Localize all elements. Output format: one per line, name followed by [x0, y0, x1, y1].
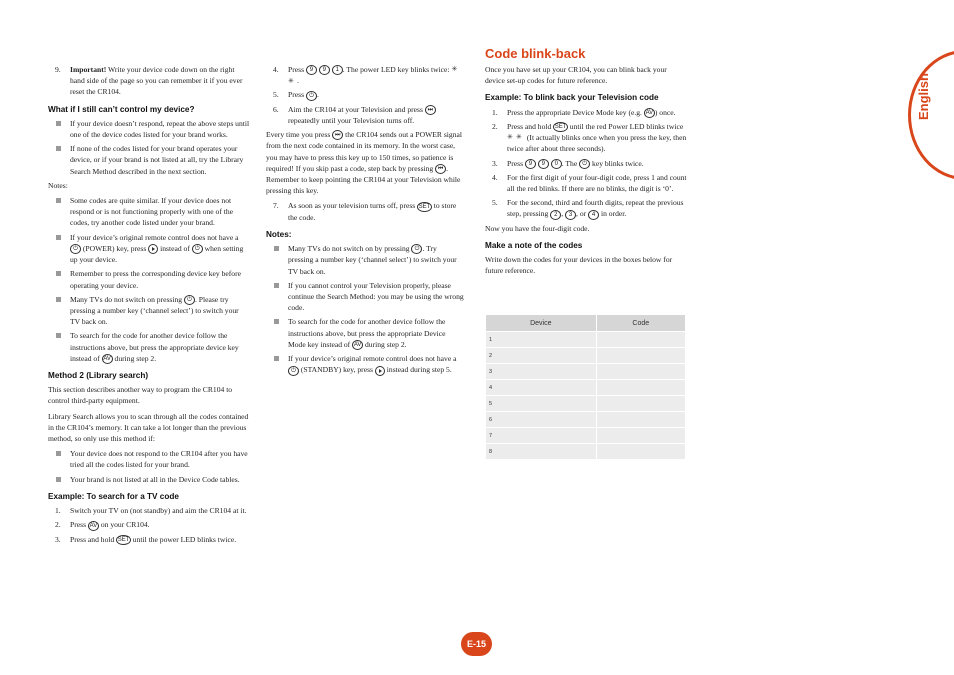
row-number: 2 [486, 347, 597, 363]
av-key-icon: AV [103, 356, 111, 363]
note-text: (POWER) key, press [81, 243, 149, 253]
code-cell [597, 427, 686, 443]
step-number: 9. [55, 65, 61, 74]
bullet-icon [56, 451, 61, 456]
step-4 [485, 172, 687, 194]
heading-method-2: Method 2 (Library search) [48, 371, 149, 381]
paragraph: This section describes another way to program the CR104 to control third-party equipment. [48, 385, 233, 406]
set-key-icon: SET [554, 124, 567, 131]
note-text: If your device’s original remote control does not have a [70, 232, 239, 242]
step-text: until the power LED blinks twice. [130, 534, 237, 544]
note-text: Some codes are quite similar. If your device does not respond or is not functioning properly with one of the codes, try another code listed under your brand. [70, 196, 234, 228]
condition-text: Your brand is not listed at all in the Device Code tables. [70, 474, 240, 484]
row-number: 6 [486, 411, 597, 427]
key-0-icon: 0 [551, 159, 562, 169]
important-label: Important! [70, 65, 107, 74]
skip-forward-icon: ⏭ [425, 105, 436, 115]
key-2-icon: 2 [550, 210, 561, 220]
step-number: 4. [273, 65, 279, 74]
heading-example-search: Example: To search for a TV code [48, 491, 179, 501]
code-cell [597, 443, 686, 459]
table-row [486, 411, 686, 427]
paragraph: Now you have the four-digit code. [485, 223, 590, 233]
play-icon [375, 366, 385, 376]
step-number: 6. [273, 104, 279, 114]
bullet-icon [56, 235, 61, 240]
step-7 [266, 200, 464, 222]
bullet [48, 143, 250, 177]
note [48, 232, 250, 266]
code-cell [597, 331, 686, 347]
set-key-icon: SET [117, 536, 130, 543]
row-number: 8 [486, 443, 597, 459]
note-text: during step 2. [112, 353, 157, 363]
code-cell [597, 379, 686, 395]
key-9-icon: 9 [319, 65, 330, 75]
power-icon: ⏻ [192, 244, 203, 254]
table-row [486, 427, 686, 443]
step-number: 1. [55, 506, 61, 516]
code-cell [597, 411, 686, 427]
blink-icon [507, 134, 516, 142]
bullet-icon [274, 356, 279, 361]
heading-fail: What if I still can’t control my device? [48, 104, 195, 114]
notes-label: Notes: [48, 180, 68, 190]
step-number: 5. [492, 198, 498, 208]
step-3 [48, 534, 250, 545]
step-text: key blinks twice. [590, 158, 644, 168]
step-1 [48, 505, 250, 516]
step-9 [48, 64, 250, 98]
step-4: 4. Press 9 9 1 . The power LED key blinks twice: ✳✳. [266, 64, 464, 86]
key-9-icon: 9 [538, 159, 549, 169]
table-row [486, 443, 686, 459]
device-column-header: Device [486, 315, 597, 331]
step-text: , or [576, 209, 589, 219]
bullet-icon [56, 297, 61, 302]
bullet-icon [56, 271, 61, 276]
bullet-icon [56, 121, 61, 126]
bullet-icon [56, 333, 61, 338]
key-9-icon: 9 [525, 159, 536, 169]
av-key-icon: AV [645, 109, 654, 116]
step-text: to store the code. [288, 201, 457, 222]
table-row [486, 395, 686, 411]
right-column [485, 64, 687, 280]
play-icon [148, 244, 158, 254]
key-4-icon: 4 [588, 210, 599, 220]
note [48, 195, 250, 229]
step-6 [266, 104, 464, 126]
step-2 [485, 121, 687, 155]
language-tab-arc [908, 50, 954, 180]
bullet-icon [56, 146, 61, 151]
power-icon: ⏻ [306, 91, 317, 101]
left-column [48, 64, 250, 548]
key-1-icon: 1 [332, 65, 343, 75]
note [266, 353, 464, 375]
note-text: (STANDBY) key, press [299, 365, 375, 375]
note [266, 243, 464, 277]
language-label: English [916, 73, 931, 120]
condition-text: Your device does not respond to the CR104 after you have tried all the codes listed for your brand. [70, 449, 248, 470]
av-key-icon: AV [353, 342, 362, 349]
note-text: Many TVs do not switch on by pressing [288, 244, 412, 254]
blink-icon [288, 78, 297, 86]
heading-note-codes: Make a note of the codes [485, 240, 583, 250]
note-text: To search for the code for another device follow the instructions above, but press the appropriate device key instead of [70, 331, 239, 363]
note [48, 330, 250, 364]
code-cell [597, 363, 686, 379]
notes-heading: Notes: [266, 229, 292, 239]
step-number: 3. [55, 534, 61, 544]
bullet-text: If your device doesn’t respond, repeat the above steps until one of the device codes listed for your brand works. [70, 118, 250, 140]
step-5: 5. For the second, third and fourth digits, repeat the previous step, pressing 2 , 3 , or 4 in order. [492, 198, 684, 219]
section-title: Code blink-back [485, 46, 586, 61]
step-text: Write your device code down on the right hand side of the page so you can remember it if you ever reset the CR104. [70, 65, 243, 97]
code-column-header: Code [597, 315, 686, 331]
note-text: . Please try pressing a number key (‘channel select’) to switch your TV back on. [70, 294, 239, 327]
paragraph: Write down the codes for your devices in the boxes below for future reference. [485, 255, 673, 276]
step-number: 1. [492, 107, 498, 117]
code-cell [597, 347, 686, 363]
power-icon: ⏻ [70, 244, 81, 254]
step-text: Switch your TV on (not standby) and aim the CR104 at it. [70, 506, 247, 516]
bullet-icon [56, 477, 61, 482]
bullet-icon [274, 246, 279, 251]
paragraph: Once you have set up your CR104, you can blink back your device set-up codes for future reference. [485, 65, 667, 86]
note [266, 316, 464, 350]
power-icon: ⏻ [184, 295, 195, 305]
step-3 [485, 158, 687, 169]
step-text: . The power LED key blinks twice: [342, 65, 452, 74]
step-1 [485, 107, 687, 118]
key-3-icon: 3 [565, 210, 576, 220]
note-text: If your device’s original remote control does not have a [288, 354, 457, 364]
code-table [486, 315, 686, 459]
step-text: . The [561, 158, 580, 168]
step-number: 2. [55, 520, 61, 530]
text: . Remember to keep pointing the CR104 at your Television while pressing this key. [266, 163, 461, 196]
step-number: 3. [492, 158, 498, 168]
note-text: during step 2. [363, 339, 407, 349]
code-cell [597, 395, 686, 411]
table-row [486, 363, 686, 379]
page-number: E-15 [461, 632, 492, 656]
step-text: in order. [599, 209, 627, 219]
table-row [486, 379, 686, 395]
step-number: 5. [273, 90, 279, 100]
note-text: Many TVs do not switch on pressing [70, 294, 184, 304]
step-text: (It actually blinks once when you press the key, then twice after about three seconds). [507, 133, 687, 154]
text: Every time you press [266, 130, 333, 140]
paragraph: Library Search allows you to scan through all the codes contained in the CR104’s memory. It can take a lot longer than the previous method, so only use this method if: [48, 411, 249, 444]
bullet-icon [274, 283, 279, 288]
note [48, 268, 250, 290]
row-number: 7 [486, 427, 597, 443]
heading-example-blink: Example: To blink back your Television code [485, 93, 659, 103]
set-key-icon: SET [418, 203, 431, 210]
note-text: instead of [158, 243, 192, 253]
note-text: instead during step 5. [384, 365, 452, 375]
power-icon: ⏻ [579, 159, 590, 169]
blink-icon [451, 66, 460, 74]
condition [48, 448, 250, 470]
row-number: 3 [486, 363, 597, 379]
note-text: If you cannot control your Television properly, please continue the Search Method: you may be using the wrong code. [288, 280, 464, 313]
bullet-icon [56, 198, 61, 203]
step-text: Press the appropriate Device Mode key (e.g. [507, 107, 644, 117]
bullet-text: If none of the codes listed for your brand operates your device, or if your brand is not listed at all, try the Library Search Method described in the next section. [70, 144, 244, 176]
step-text: repeatedly until your Television turns off. [288, 115, 415, 125]
power-icon: ⏻ [288, 366, 299, 376]
step-5: 5. Press ⏻ . [273, 90, 319, 100]
note-text: when setting up your device. [70, 243, 244, 265]
step-text: until the red Power LED blinks twice [567, 121, 684, 131]
table-row [486, 347, 686, 363]
table-row [486, 331, 686, 347]
bullet [48, 118, 250, 140]
step-text: As soon as your television turns off, press [288, 201, 418, 211]
row-number: 5 [486, 395, 597, 411]
step-text: For the first digit of your four-digit code, press 1 and count all the red blinks. If there are no blinks, the digit is ‘0’. [507, 172, 687, 193]
step-number: 2. [492, 121, 498, 131]
step-text: ) once. [654, 107, 676, 117]
power-icon: ⏻ [411, 244, 422, 254]
text: the CR104 sends out a POWER signal from the next code contained in its memory. In the worst case, you may have to press this key up to 150 times, so patience is required! If you skip past a code, step back by pressing [266, 130, 462, 173]
key-9-icon: 9 [306, 65, 317, 75]
step-text: Press [70, 520, 88, 530]
step-text: Press [288, 65, 306, 74]
bullet-icon [274, 319, 279, 324]
step-number: 4. [492, 172, 498, 182]
skip-forward-icon: ⏭ [332, 130, 343, 140]
row-number: 1 [486, 331, 597, 347]
skip-back-icon: ⏮ [435, 164, 446, 174]
note [48, 294, 250, 328]
av-key-icon: AV [89, 522, 98, 529]
step-text: For the second, third and fourth digits, repeat the previous step, pressing [507, 198, 684, 219]
note-text: Remember to press the corresponding device key before operating your device. [70, 269, 242, 290]
step-text: Press and hold [507, 121, 554, 131]
step-text: on your CR104. [98, 520, 150, 530]
step-text: Press and hold [70, 534, 117, 544]
row-number: 4 [486, 379, 597, 395]
note [266, 280, 464, 314]
condition [48, 474, 250, 485]
step-2 [48, 519, 250, 530]
middle-column [266, 64, 464, 379]
step-text: Press [288, 90, 306, 100]
step-text: Aim the CR104 at your Television and press [288, 104, 425, 114]
step-text: Press [507, 158, 525, 168]
step-number: 7. [273, 201, 279, 211]
note-text: . Try pressing a number key (‘channel select’) to switch your TV back on. [288, 244, 457, 276]
paragraph [266, 129, 464, 196]
blink-icon [516, 134, 525, 142]
note-text: To search for the code for another device follow the instructions above, but press the appropriate Device Mode key instead of [288, 317, 446, 349]
